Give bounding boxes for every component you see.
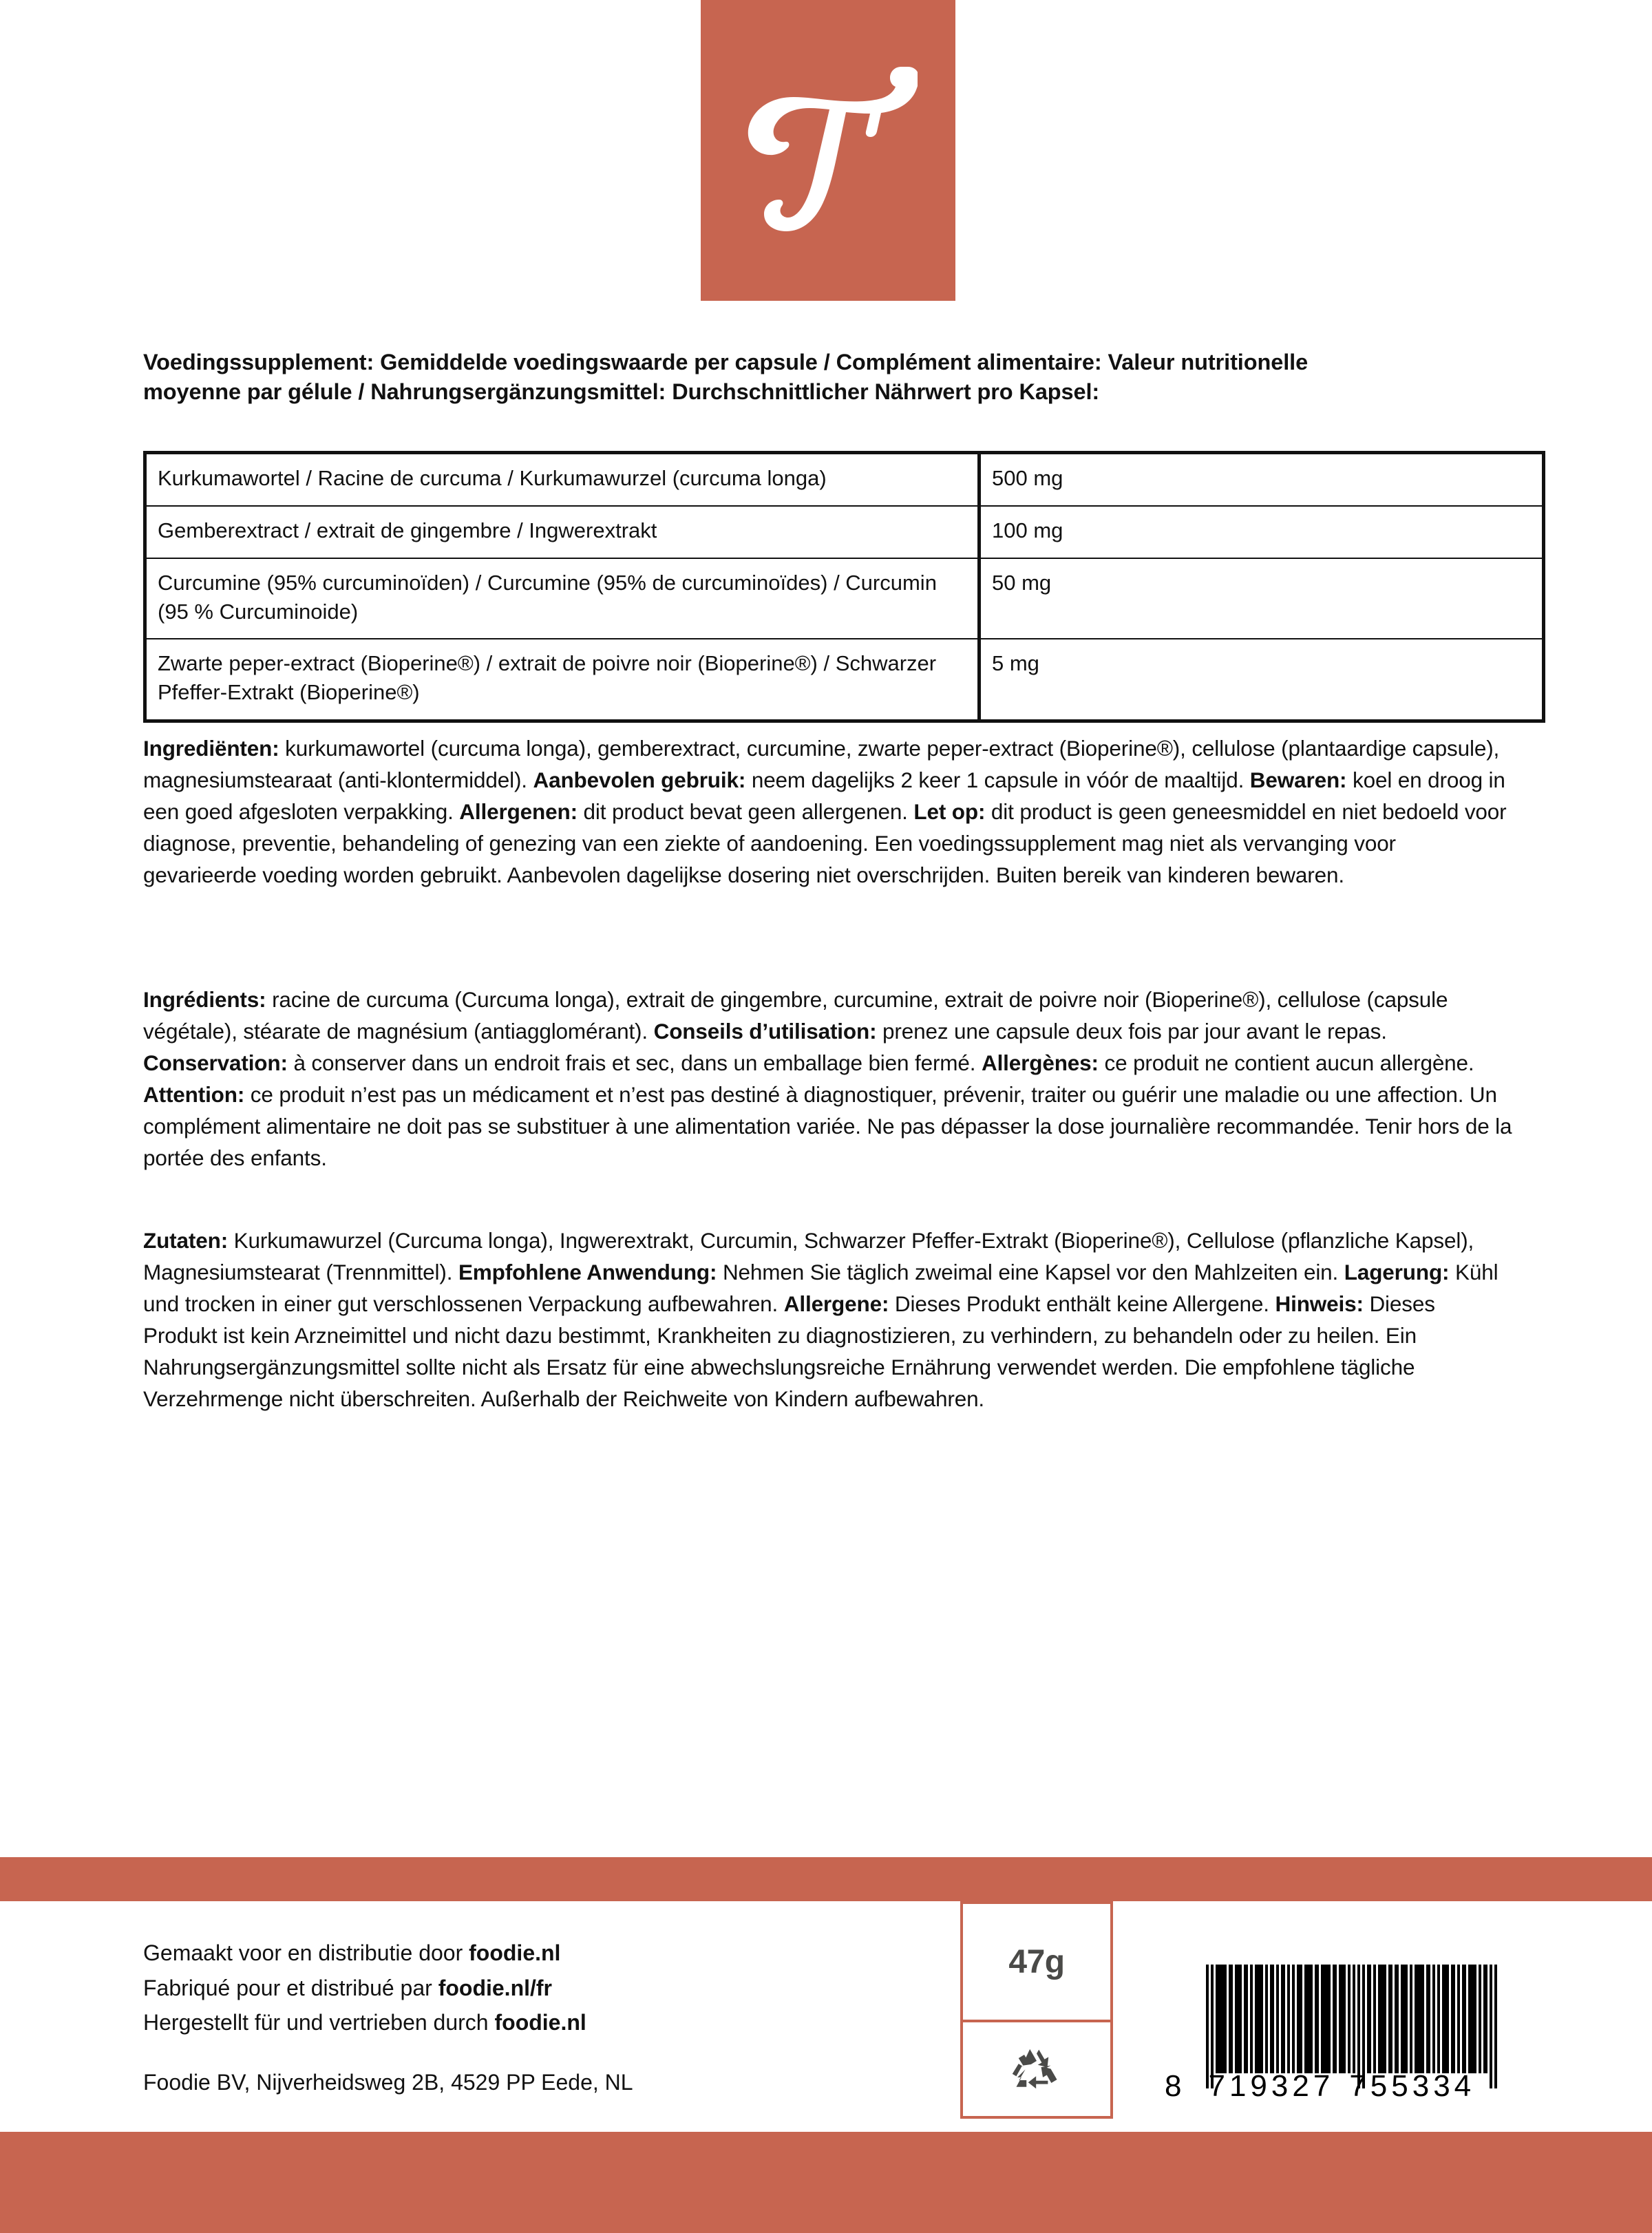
ingredients-paragraph-german: Zutaten: Kurkumawurzel (Curcuma longa), Ingwerextrakt, Curcumin, Schwarzer Pfeffer-Extrakt (Bioperine®), Cellulose (pflanzliche Kapsel), Magnesiumstearat (Trennmittel). Empfohlene Anwendung: Nehmen Sie täglich zweimal eine Kapsel vor den Mahlzeiten ein. Lagerung: Kühl und trocken in einer gut verschlossenen Verpackung aufbewahren. Allergene: Dieses Produkt enthält keine Allergene. Hinweis: Dieses Produkt ist kein Arzneimittel und nicht dazu bestimmt, Krankheiten zu diagnostizieren, zu verhindern, zu behandeln oder zu heilen. Ein Nahrungsergänzungsmittel sollte nicht als Ersatz für eine abwechslungsreiche Ernährung verwendet werden. Die empfohlene tägliche Verzehrmenge nicht überschreiten. Außerhalb der Reichweite von Kindern aufbewahren. (143, 1228, 1499, 1411)
table-row (145, 639, 1544, 721)
nutrition-intro-heading: Voedingssupplement: Gemiddelde voedingswaarde per capsule / Complément alimentaire: Valeur nutritionelle moyenne par gélule / Nahrungsergänzungsmittel: Durchschnittlicher Nährwert pro Kapsel: (143, 350, 1309, 405)
table-row (145, 453, 1544, 506)
company-address: Foodie BV, Nijverheidsweg 2B, 4529 PP Eede, NL (143, 2069, 633, 2095)
nutrition-facts-table (143, 451, 1545, 723)
nutrient-amount: 50 mg (979, 558, 1544, 639)
barcode-left-group: 719327 (1208, 2069, 1335, 2103)
accent-bar-bottom (0, 2132, 1652, 2233)
weight-recycle-box (960, 1901, 1113, 2119)
accent-bar-top (0, 1857, 1652, 1901)
nutrient-amount: 5 mg (979, 639, 1544, 721)
net-weight: 47g (963, 1904, 1110, 2022)
ingredients-paragraph-dutch: Ingrediënten: kurkumawortel (curcuma longa), gemberextract, curcumine, zwarte peper-extract (Bioperine®), cellulose (plantaardige capsule), magnesiumstearaat (anti-klontermiddel). Aanbevolen gebruik: neem dagelijks 2 keer 1 capsule in vóór de maaltijd. Bewaren: koel en droog in een goed afgesloten verpakking. Allergenen: dit product bevat geen allergenen. Let op: dit product is geen geneesmiddel en niet bedoeld voor diagnose, preventie, behandeling of genezing van een ziekte of aandoening. Een voedingssupplement mag niet als vervanging voor gevarieerde voeding worden gebruikt. Aanbevolen dagelijkse dosering niet overschrijden. Buiten bereik van kinderen bewaren. (143, 736, 1507, 887)
nutrient-name: Curcumine (95% curcuminoïden) / Curcumine (95% de curcuminoïdes) / Curcumin (95 % Curcuminoide) (145, 558, 979, 639)
recycle-symbol (963, 2022, 1110, 2119)
distributor-line-nl: Gemaakt voor en distributie door foodie.nl (143, 1940, 561, 1965)
foodie-script-f-logo-icon (739, 47, 918, 254)
recycle-mobius-icon (1008, 2042, 1065, 2099)
footer (0, 1901, 1652, 2132)
barcode-lead-digit: 8 (1165, 2069, 1183, 2103)
barcode (1165, 1965, 1509, 2102)
barcode-bars (1206, 1965, 1499, 2073)
nutrient-name: Zwarte peper-extract (Bioperine®) / extrait de poivre noir (Bioperine®) / Schwarzer Pfeffer-Extrakt (Bioperine®) (145, 639, 979, 721)
nutrient-name: Kurkumawortel / Racine de curcuma / Kurkumawurzel (curcuma longa) (145, 453, 979, 506)
barcode-right-group: 755334 (1349, 2069, 1476, 2103)
brand-logo-block (701, 0, 955, 301)
ingredients-paragraph-french: Ingrédients: racine de curcuma (Curcuma longa), extrait de gingembre, curcumine, extrait de poivre noir (Bioperine®), cellulose (capsule végétale), stéarate de magnésium (antiagglomérant). Conseils d’utilisation: prenez une capsule deux fois par jour avant le repas. Conservation: à conserver dans un endroit frais et sec, dans un emballage bien fermé. Allergènes: ce produit ne contient aucun allergène. Attention: ce produit n’est pas un médicament et n’est pas destiné à diagnostiquer, prévenir, traiter ou guérir une maladie ou une affection. Un complément alimentaire ne doit pas se substituer à une alimentation variée. Ne pas dépasser la dose journalière recommandée. Tenir hors de la portée des enfants. (143, 987, 1512, 1170)
nutrient-name: Gemberextract / extrait de gingembre / Ingwerextrakt (145, 506, 979, 558)
table-row (145, 506, 1544, 558)
nutrient-amount: 500 mg (979, 453, 1544, 506)
nutrient-amount: 100 mg (979, 506, 1544, 558)
distributor-line-de: Hergestellt für und vertrieben durch foodie.nl (143, 2010, 586, 2035)
table-row (145, 558, 1544, 639)
distributor-line-fr: Fabriqué pour et distribué par foodie.nl/fr (143, 1975, 552, 2000)
distributor-block (143, 1936, 921, 2099)
barcode-number (1165, 2069, 1509, 2104)
